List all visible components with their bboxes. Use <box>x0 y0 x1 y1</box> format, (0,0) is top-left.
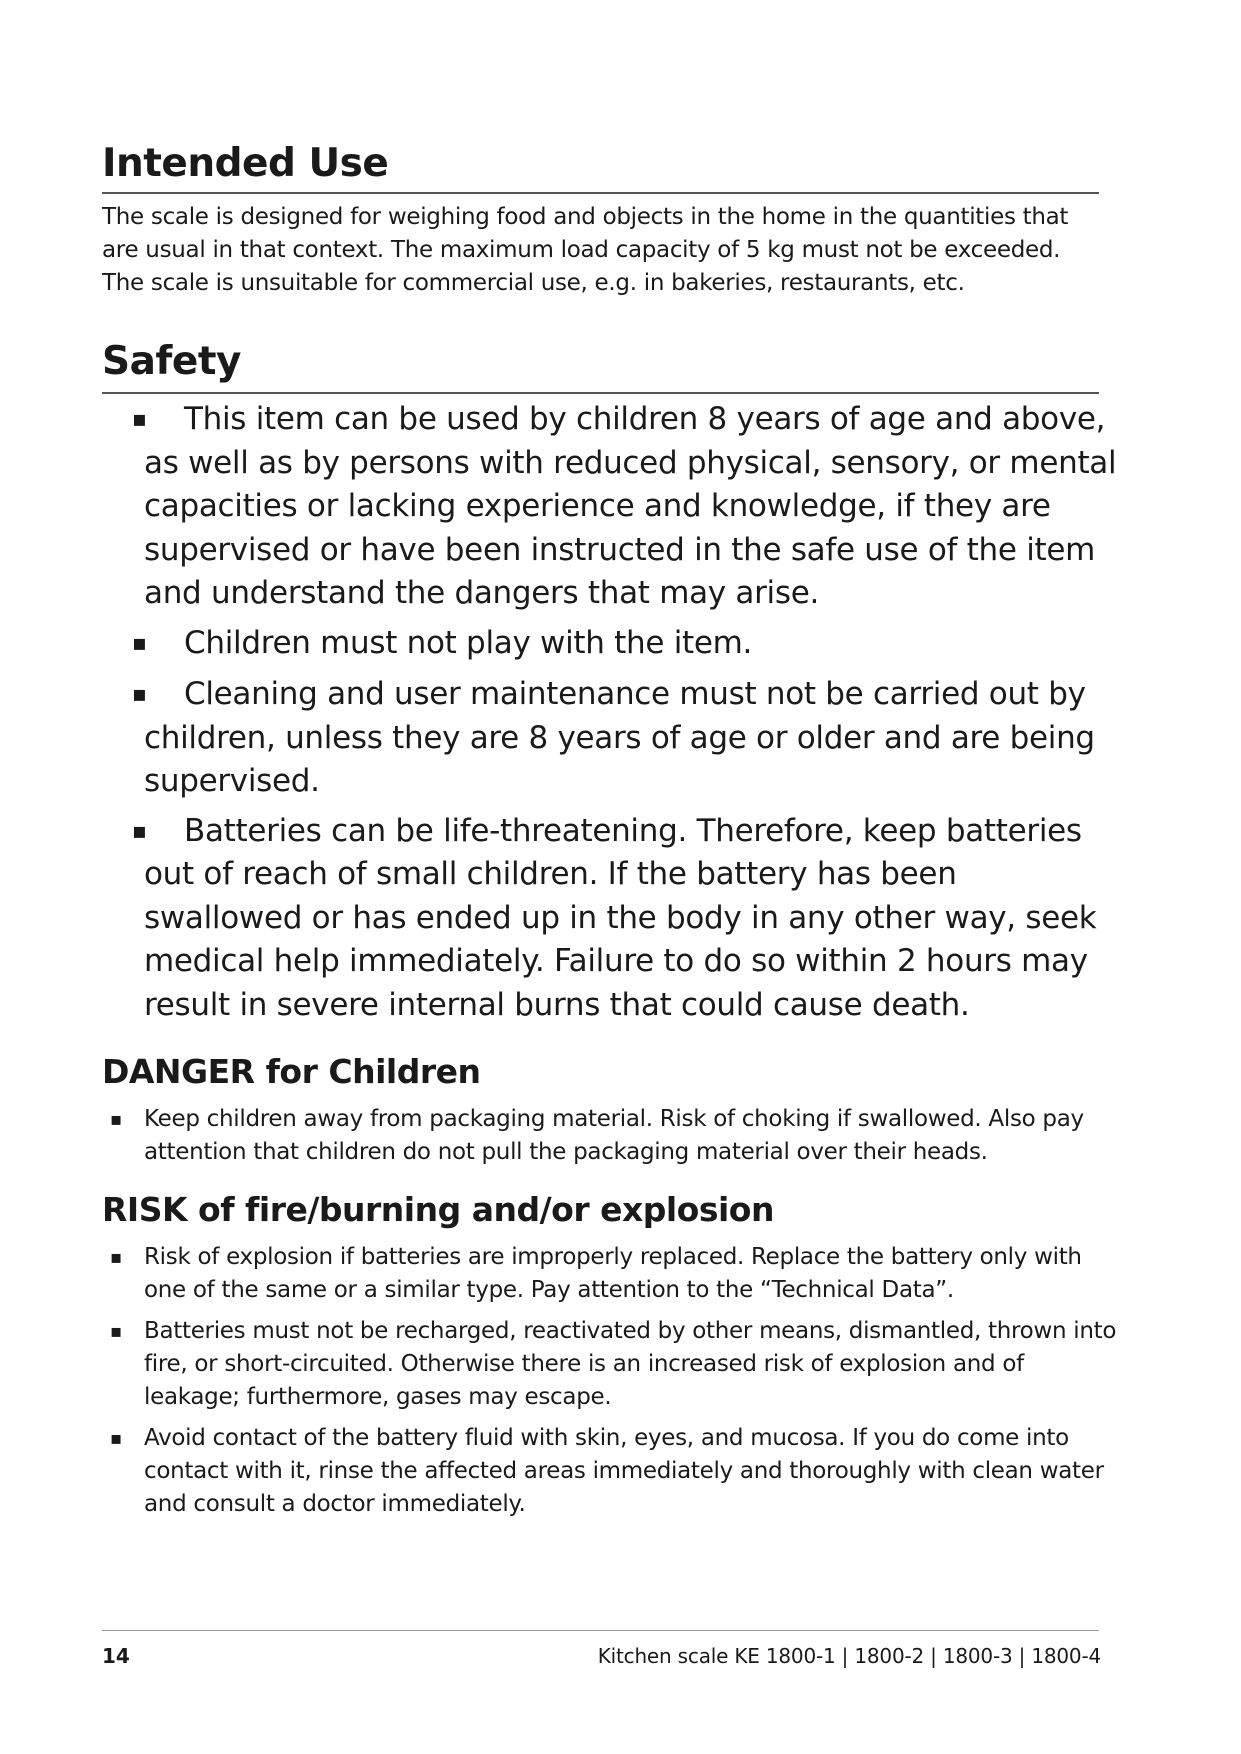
safety-list <box>102 398 1122 1027</box>
risk-fire-heading: RISK of fire/burning and/or explosion <box>102 1190 774 1229</box>
risk-item: ▪ Batteries must not be recharged, reactivated by other means, dismantled, thrown into fire, or short-circuited. Otherwise there is an increased risk of explosion and of leakage; furthermore, gases may escape. <box>102 1315 1122 1414</box>
danger-children-list <box>102 1103 1122 1169</box>
intended-use-text: The scale is designed for weighing food and objects in the home in the quantities that are usual in that context. The maximum load capacity of 5 kg must not be exceeded. The scale is unsuitable for commercial use, e.g. in bakeries, restaurants, etc. <box>102 204 1069 296</box>
risk-item: ▪ Avoid contact of the battery fluid with skin, eyes, and mucosa. If you do come into contact with it, rinse the affected areas immediately and thoroughly with clean water and consult a doctor immediately. <box>102 1422 1122 1521</box>
risk-item: ▪ Risk of explosion if batteries are improperly replaced. Replace the battery only with one of the same or a similar type. Pay attention to the “Technical Data”. <box>102 1241 1122 1307</box>
bullet-icon: ▪ <box>110 1247 122 1268</box>
footer-product-title: Kitchen scale KE 1800-1 | 1800-2 | 1800-3 | 1800-4 <box>597 1644 1101 1668</box>
safety-item: ▪ Batteries can be life-threatening. Therefore, keep batteries out of reach of small children. If the battery has been swallowed or has ended up in the body in any other way, seek medical help immediately. Failure to do so within 2 hours may result in severe internal burns that could cause death. <box>102 810 1122 1028</box>
safety-item: ▪ Cleaning and user maintenance must not be carried out by children, unless they are 8 years of age or older and are being supervised. <box>102 673 1122 804</box>
safety-item: ▪ This item can be used by children 8 years of age and above, as well as by persons with reduced physical, sensory, or mental capacities or lacking experience and knowledge, if they are supervised or have been instructed in the safe use of the item and understand the dangers that may arise. <box>102 398 1122 616</box>
bullet-icon: ▪ <box>132 630 147 656</box>
footer-rule <box>102 1630 1099 1631</box>
bullet-icon: ▪ <box>110 1428 122 1449</box>
safety-rule <box>102 392 1099 394</box>
intended-use-heading: Intended Use <box>102 141 389 186</box>
danger-children-heading: DANGER for Children <box>102 1052 481 1091</box>
safety-heading: Safety <box>102 339 241 384</box>
intended-use-rule <box>102 192 1099 194</box>
bullet-icon: ▪ <box>110 1109 122 1130</box>
page-number: 14 <box>102 1644 130 1668</box>
safety-item: ▪ Children must not play with the item. <box>102 622 1122 666</box>
bullet-icon: ▪ <box>110 1321 122 1342</box>
danger-item: ▪ Keep children away from packaging material. Risk of choking if swallowed. Also pay attention that children do not pull the packaging material over their heads. <box>102 1103 1122 1169</box>
bullet-icon: ▪ <box>132 682 147 707</box>
risk-fire-list <box>102 1241 1122 1521</box>
bullet-icon: ▪ <box>132 818 147 844</box>
bullet-icon: ▪ <box>132 407 147 432</box>
